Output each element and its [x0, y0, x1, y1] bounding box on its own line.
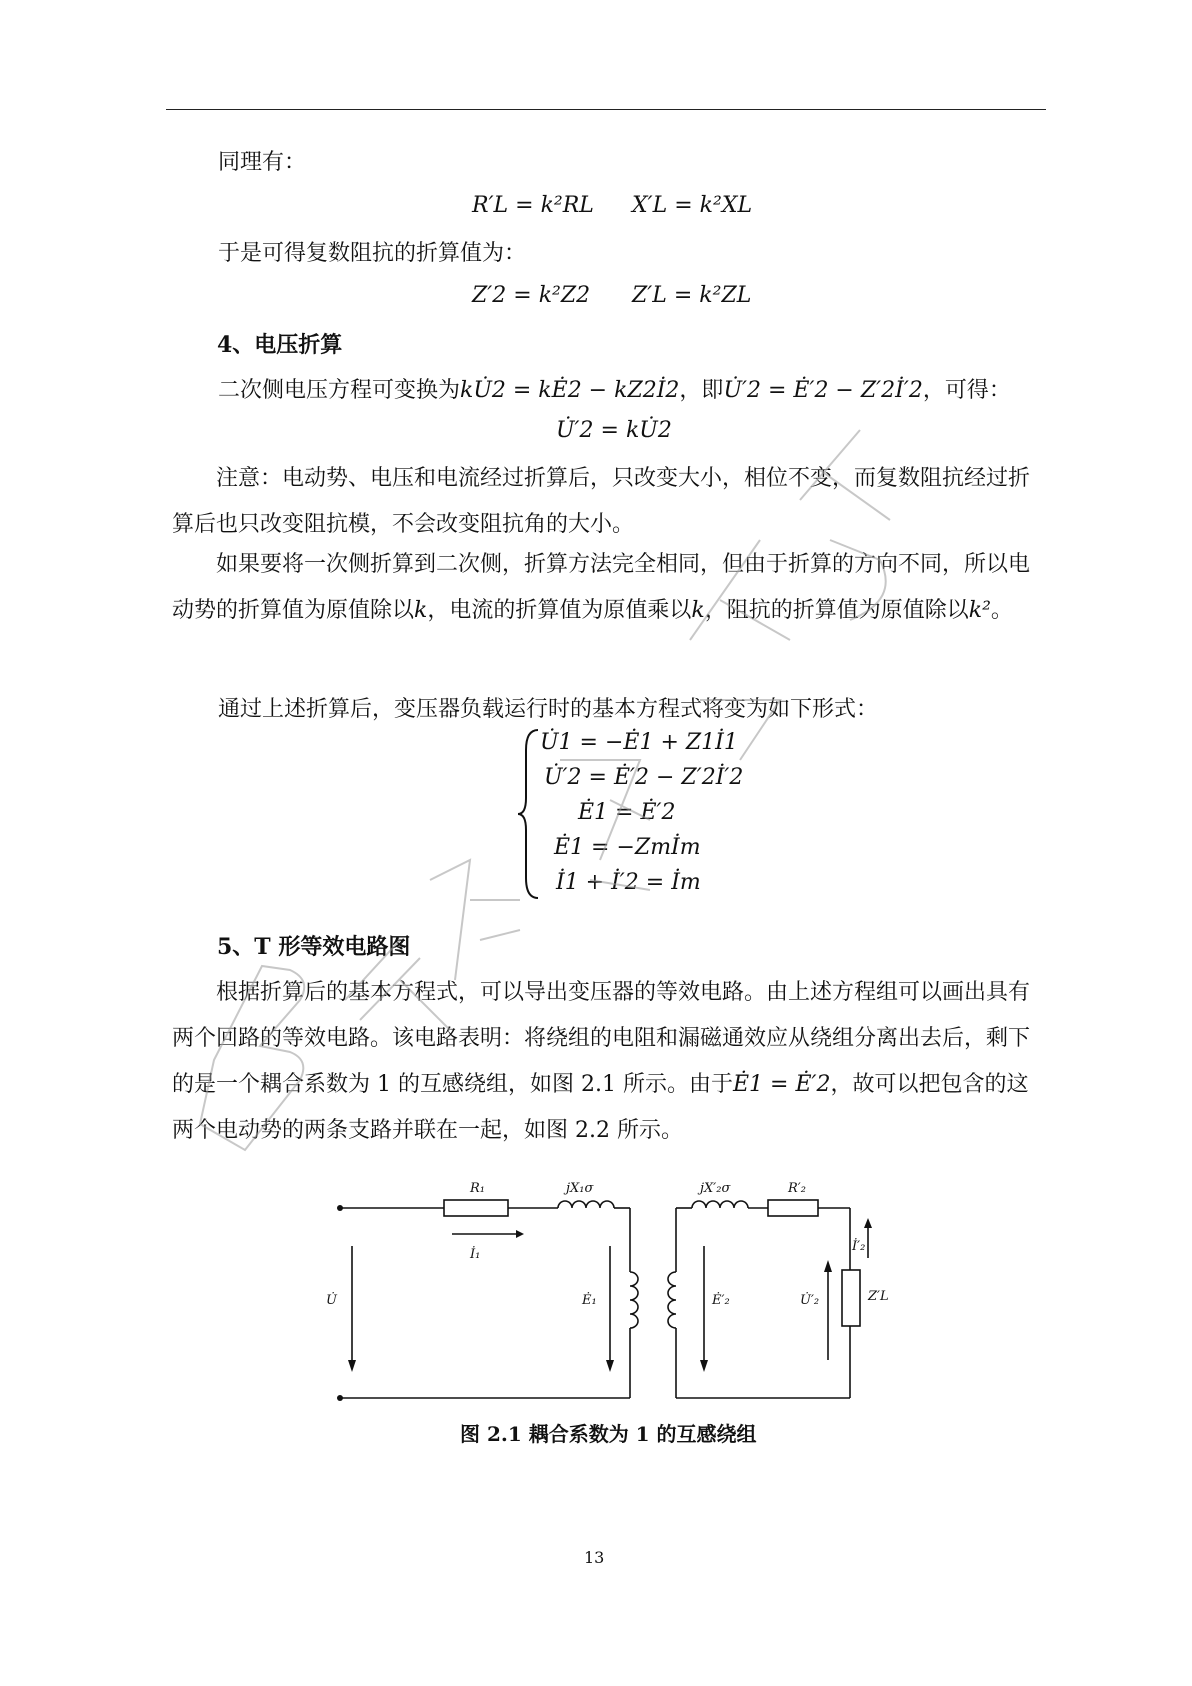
left-brace — [516, 726, 542, 902]
label-u: U̇ — [326, 1293, 337, 1308]
label-jx1: jX₁σ — [566, 1181, 594, 1196]
para-complex-impedance: 于是可得复数阻抗的折算值为： — [218, 241, 527, 266]
inline-equation-voltage-1: kU̇2 = kĖ2 − kZ2İ2 — [460, 378, 680, 403]
system-eq-1: U̇1 = −Ė1 + Z1İ1 — [540, 730, 738, 755]
header-rule — [166, 109, 1046, 110]
equation-z2: Z′2 = k²Z2 — [472, 283, 591, 308]
label-e2: Ė′₂ — [712, 1293, 730, 1308]
page-number: 13 — [584, 1548, 605, 1567]
system-eq-5: İ1 + İ′2 = İm — [556, 870, 701, 895]
label-i2: İ′₂ — [852, 1239, 866, 1254]
para-secondary-voltage: 二次侧电压方程可变换为kU̇2 = kĖ2 − kZ2İ2，即U̇′2 = Ė′2 − Z′2İ′2，可得： — [218, 378, 1011, 403]
para-note: 注意：电动势、电压和电流经过折算后，只改变大小，相位不变，而复数阻抗经过折算后也只改变阻抗模，不会改变阻抗角的大小。 — [172, 466, 1031, 537]
para-equivalent-circuit: 根据折算后的基本方程式，可以导出变压器的等效电路。由上述方程组可以画出具有两个回路的等效电路。该电路表明：将绕组的电阻和漏磁通效应从绕组分离出去后，剩下的是一个耦合系数为 1 的互感绕组，如图 2.1 所示。由于Ė1 = Ė′2，故可以把包含的这两个电动势的两条支路并联在一起，如图 2.2 所示。 — [172, 980, 1031, 1143]
para-basic-equations: 通过上述折算后，变压器负载运行时的基本方程式将变为如下形式： — [218, 697, 879, 722]
equation-u2: U̇′2 = kU̇2 — [556, 418, 672, 443]
equation-xl: X′L = k²XL — [632, 193, 753, 218]
section-heading-voltage: 4、电压折算 — [217, 332, 343, 358]
circuit-diagram — [320, 1162, 889, 1412]
label-i1: İ₁ — [470, 1247, 481, 1262]
system-eq-2: U̇′2 = Ė′2 − Z′2İ′2 — [544, 765, 744, 790]
inline-equation-e1-e2: Ė1 = Ė′2 — [732, 1072, 831, 1097]
para-reverse-conversion: 如果要将一次侧折算到二次侧，折算方法完全相同，但由于折算的方向不同，所以电动势的折算值为原值除以k，电流的折算值为原值乘以k，阻抗的折算值为原值除以k²。 — [172, 552, 1031, 623]
section-heading-t-circuit: 5、T 形等效电路图 — [217, 934, 411, 960]
equation-rl: R′L = k²RL — [472, 193, 594, 218]
label-r1: R₁ — [470, 1181, 485, 1196]
para-same-reason: 同理有： — [218, 150, 307, 175]
system-eq-4: Ė1 = −Zmİm — [554, 835, 701, 860]
inline-equation-voltage-2: U̇′2 = Ė′2 − Z′2İ′2 — [723, 378, 923, 403]
figure-caption: 图 2.1 耦合系数为 1 的互感绕组 — [460, 1422, 757, 1446]
label-zl: Z′L — [868, 1289, 889, 1304]
label-r2: R′₂ — [788, 1181, 806, 1196]
label-u2: U̇′₂ — [800, 1293, 820, 1308]
system-eq-3: Ė1 = Ė′2 — [578, 800, 676, 825]
label-jx2: jX′₂σ — [700, 1181, 731, 1196]
equation-zl: Z′L = k²ZL — [632, 283, 752, 308]
label-e1: Ė₁ — [582, 1293, 597, 1308]
